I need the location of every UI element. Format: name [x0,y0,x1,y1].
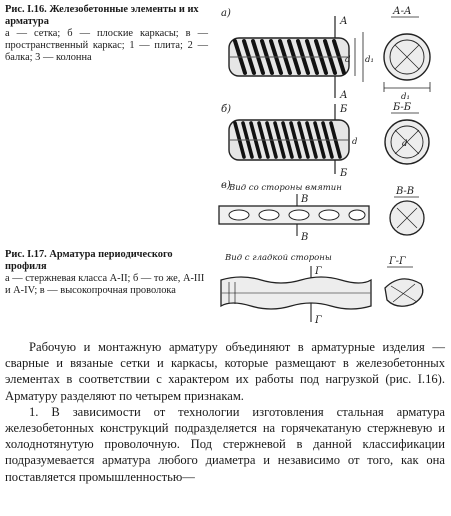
wire-figure-v [215,176,447,242]
figure-117-caption [5,249,208,297]
figure-a-label: а) [221,8,231,19]
figure-116-label: Рис. I.16. [5,4,47,15]
rebar-a-body [229,38,349,76]
rebar-figure-b [215,100,447,178]
rebar-figure-a [215,2,447,102]
figure-116-caption [5,4,208,64]
dimension-b-d: d [352,137,358,147]
section-bb-title: Б-Б [393,102,412,113]
body-paragraph-2: 1. В зависимости от технологии изготовления стальная арматура железобетонных конструкций подразделяется на горячекатаную стержневую и холоднотянутую проволочную. Под стержневой в данной классификации подразумевается арматура любого диаметра и независимо от того, как она поставляется промышленностью— [5,404,445,484]
dimension-d-label: d [345,55,351,65]
section-gg-title: Г-Г [389,256,406,267]
body-paragraph-1: Рабочую и монтажную арматуру объединяют в арматурные изделия — сварные и вязаные сетки и каркасы, которые размещают в железобетонных элементах в соответствии с характером их работы под нагрузкой (рис. I.16). Арматуру разделяют по четырем признакам. [5,340,445,403]
section-bb-drawing [385,120,429,164]
figure-b-label: б) [221,104,232,115]
section-bb-d: d [402,139,408,149]
section-mark-v-bottom: В [301,232,309,242]
section-mark-b-bottom: Б [340,168,348,178]
rebar-b-body [229,120,349,160]
section-mark-g-top: Г [315,266,322,277]
section-aa-drawing [384,34,430,102]
section-mark-b-top: Б [340,104,348,115]
section-gg-drawing [385,279,423,306]
section-mark-a-bottom: А [340,90,348,101]
figure-116-description: а — сетка; б — плоские каркасы; в — пространственный каркас; 1 — плита; 2 — балка; 3 — колонна [5,28,208,63]
wire-smooth-body [221,277,371,309]
figure-117-label: Рис. I.17. [5,249,47,260]
body-text [5,339,445,485]
figure-117-title: Арматура периодического профиля [5,249,173,272]
section-mark-v-top: В [301,194,309,205]
section-vv-title: В-В [396,186,415,197]
section-aa-d1: d₁ [401,92,410,102]
section-aa-title: А-А [393,6,412,17]
wire-figure-smooth [215,244,447,326]
wire-v-body [219,206,369,224]
figure-117-description: а — стержневая класса А-II; б — то же, А-III и А-IV; в — высокопрочная проволока [5,273,205,296]
figure-v-label: в) [221,180,231,191]
section-mark-a-top: А [340,16,348,27]
section-vv-drawing [390,201,424,235]
figure-116-title: Железобетонные элементы и их арматура [5,4,199,27]
dimension-d1-label: d₁ [365,55,374,65]
view-dents-caption: Вид со стороны вмятин [229,183,342,193]
view-smooth-caption: Вид с гладкой стороны [225,253,332,263]
section-mark-g-bottom: Г [315,315,322,326]
